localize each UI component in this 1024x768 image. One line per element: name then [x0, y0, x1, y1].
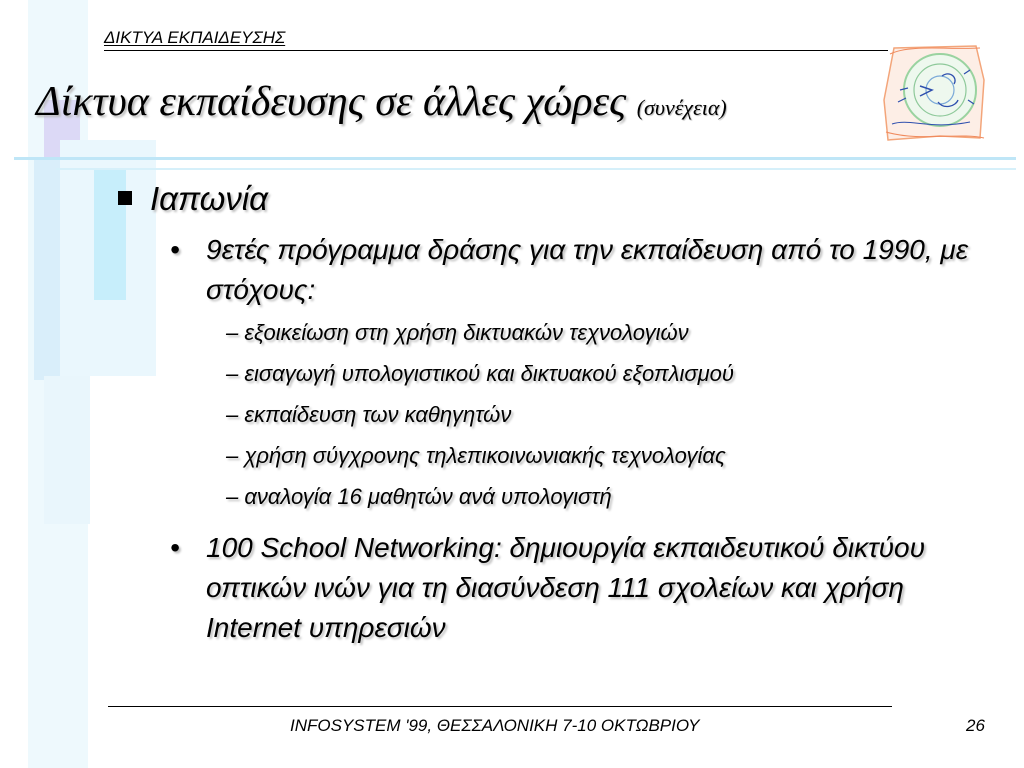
bullet-item-2-text: 100 School Networking: δημιουργία εκπαιδευτικού δικτύου οπτικών ινών για τη διασύνδεση 111 σχολείων και χρήση Internet υπηρεσιών	[206, 532, 925, 643]
bullet-item-2	[170, 528, 970, 648]
square-bullet-icon	[118, 191, 132, 205]
conference-logo-icon	[880, 40, 992, 145]
level1-item	[118, 180, 268, 218]
deco-rule-blue	[14, 157, 1016, 160]
sub-item-2: – εισαγωγή υπολογιστικού και δικτυακού εξοπλισμού	[226, 361, 734, 386]
deco-block-palelavender	[44, 376, 90, 524]
dot-bullet-icon: •	[170, 234, 180, 265]
footer-divider	[108, 706, 892, 707]
bullet-item-1	[170, 230, 970, 310]
slide-title-suffix: (συνέχεια)	[636, 95, 727, 120]
header-divider	[104, 50, 888, 51]
level1-text: Ιαπωνία	[150, 180, 268, 217]
sub-item-5: – αναλογία 16 μαθητών ανά υπολογιστή	[226, 484, 612, 509]
slide-title	[36, 78, 727, 126]
sub-item-3: – εκπαίδευση των καθηγητών	[226, 402, 512, 427]
deco-rule-blue-2	[56, 168, 1016, 170]
page-number: 26	[966, 716, 985, 735]
bullet-item-1-text: 9ετές πρόγραμμα δράσης για την εκπαίδευση από το 1990, με στόχους:	[206, 234, 969, 305]
sub-item-1: – εξοικείωση στη χρήση δικτυακών τεχνολογιών	[226, 320, 689, 345]
dot-bullet-icon: •	[170, 532, 180, 563]
slide-title-main: Δίκτυα εκπαίδευσης σε άλλες χώρες	[36, 79, 627, 125]
sub-item-4: – χρήση σύγχρονης τηλεπικοινωνιακής τεχνολογίας	[226, 443, 726, 468]
footer-text: INFOSYSTEM '99, ΘΕΣΣΑΛΟΝΙΚΗ 7-10 ΟΚΤΩΒΡΙΟΥ	[290, 716, 700, 735]
header-label: ΔΙΚΤΥΑ ΕΚΠΑΙΔΕΥΣΗΣ	[104, 28, 286, 47]
